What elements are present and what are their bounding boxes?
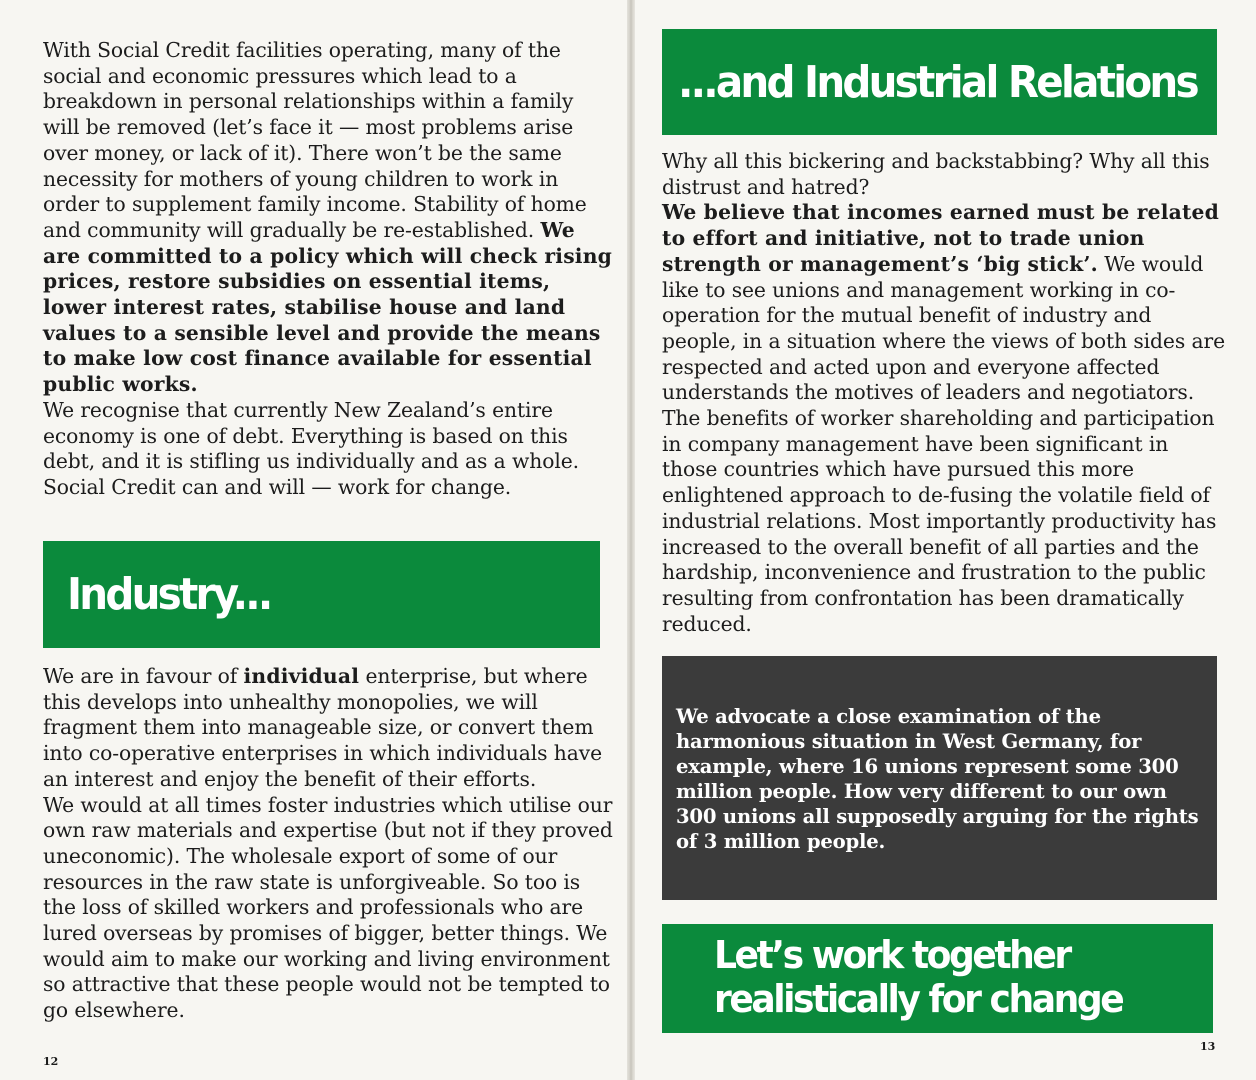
enterprise-paragraph <box>43 664 615 793</box>
enterprise-text-a: We are in favour of <box>43 664 244 688</box>
incomes-paragraph <box>662 200 1227 406</box>
page-number-left: 12 <box>43 1055 59 1068</box>
industrial-relations-heading-banner <box>662 29 1217 135</box>
cooperation-text: We would like to see unions and management working in co-operation for the mutual benefit of industry and people, in a situation where the views of both sides are respected and acted upon and everyone affected understands the motives of leaders and negotiators. <box>662 251 1225 405</box>
west-germany-callout <box>662 656 1217 900</box>
industry-heading-banner <box>43 541 600 648</box>
slogan-line-1: Let’s work together <box>714 933 1070 977</box>
industrial-relations-text-block <box>662 149 1227 637</box>
industry-heading: Industry... <box>67 569 271 620</box>
intro-text-block <box>43 38 615 501</box>
industrial-relations-heading: ...and Industrial Relations <box>678 56 1197 108</box>
slogan-banner <box>662 924 1213 1033</box>
incomes-bold-statement: We believe that incomes earned must be related to effort and initiative, not to trade union strength or management’s ‘big stick’. <box>662 200 1219 276</box>
intro-paragraph: With Social Credit facilities operating, many of the social and economic pressures which lead to a breakdown in personal relationships within a family will be removed (let’s face it — most problems arise over money, or lack of it). There won’t be the same necessity for mothers of young children to work in order to supplement family income. Stability of home and community will gradually be re-established. <box>43 38 587 242</box>
bickering-question: Why all this bickering and backstabbing? Why all this distrust and hatred? <box>662 149 1210 199</box>
enterprise-text-b: enterprise, but where this develops into unhealthy monopolies, we will fragment them into manageable size, or convert them into co-operative enterprises in which individuals have an interest and enjoy the benefit of their efforts. <box>43 664 602 791</box>
slogan-line-2: realistically for change <box>714 977 1123 1021</box>
foster-industries-paragraph: We would at all times foster industries which utilise our own raw materials and expertise (but not if they proved uneconomic). The wholesale export of some of our resources in the raw state is unforgiveable. So too is the loss of skilled workers and professionals who are lured overseas by promises of bigger, better things. We would aim to make our working and living environment so attractive that these people would not be tempted to go elsewhere. <box>43 792 613 1023</box>
page-gutter <box>627 0 635 1080</box>
debt-paragraph: We recognise that currently New Zealand’s entire economy is one of debt. Everything is based on this debt, and it is stifling us individually and as a whole. Social Credit can and will — work for change. <box>43 397 579 499</box>
page-number-right: 13 <box>1200 1040 1216 1053</box>
worker-shareholding-paragraph: The benefits of worker shareholding and participation in company management have been significant in those countries which have pursued this more enlightened approach to de-fusing the volatile field of industrial relations. Most importantly productivity has increased to the overall benefit of all parties and the hardship, inconvenience and frustration to the public resulting from confrontation has been dramatically reduced. <box>662 406 1217 636</box>
industry-text-block <box>43 664 615 1024</box>
callout-text: We advocate a close examination of the harmonious situation in West Germany, for example, where 16 unions represent some 300 million people. How very different to our own 300 unions all supposedly arguing for the rights of 3 million people. <box>676 705 1199 853</box>
enterprise-bold-word: individual <box>243 664 360 688</box>
intro-bold-statement: We are committed to a policy which will check rising prices, restore subsidies on essential items, lower interest rates, stabilise house and land values to a sensible level and provide the means to make low cost finance available for essential public works. <box>43 217 613 397</box>
